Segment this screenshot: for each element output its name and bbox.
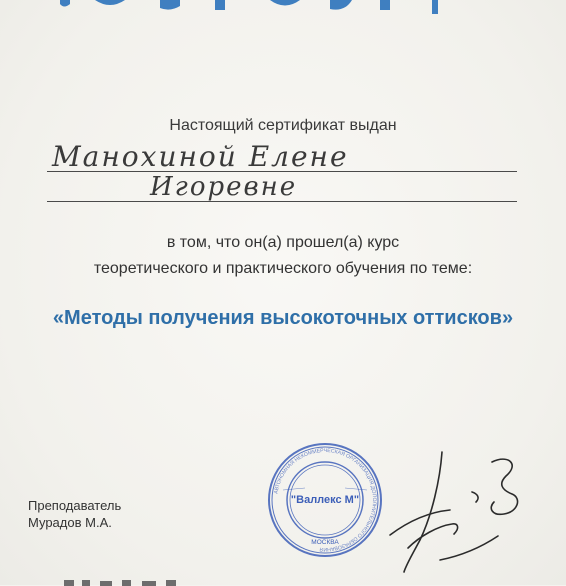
course-text-line1: в том, что он(а) прошел(а) курс [166,234,400,251]
course-topic: «Методы получения высокоточных оттисков» [52,307,514,329]
recipient-underline-2 [47,201,517,202]
stamp-city-text: МОСКВА [311,539,339,546]
recipient-name-line2: Игоревне [150,172,298,202]
svg-text:АВТОНОМНАЯ НЕКОММЕРЧЕСКАЯ ОРГА: АВТОНОМНАЯ НЕКОММЕРЧЕСКАЯ ОРГАНИЗАЦИЯ ДОПОЛНИТЕЛЬНОГО ОБРАЗОВАНИЯ [273,447,378,553]
issued-text: Настоящий сертификат выдан [169,117,397,134]
teacher-role: Преподаватель [28,498,122,513]
course-text-line2: теоретического и практического обучения по теме: [93,260,473,277]
title-banner [0,0,566,14]
stamp-center-text: "Валлекс М" [290,494,360,506]
recipient-name-line1: Манохиной Елене [52,140,349,173]
signature [380,440,530,580]
teacher-name: Мурадов М.А. [28,515,112,530]
organization-stamp [265,440,385,560]
